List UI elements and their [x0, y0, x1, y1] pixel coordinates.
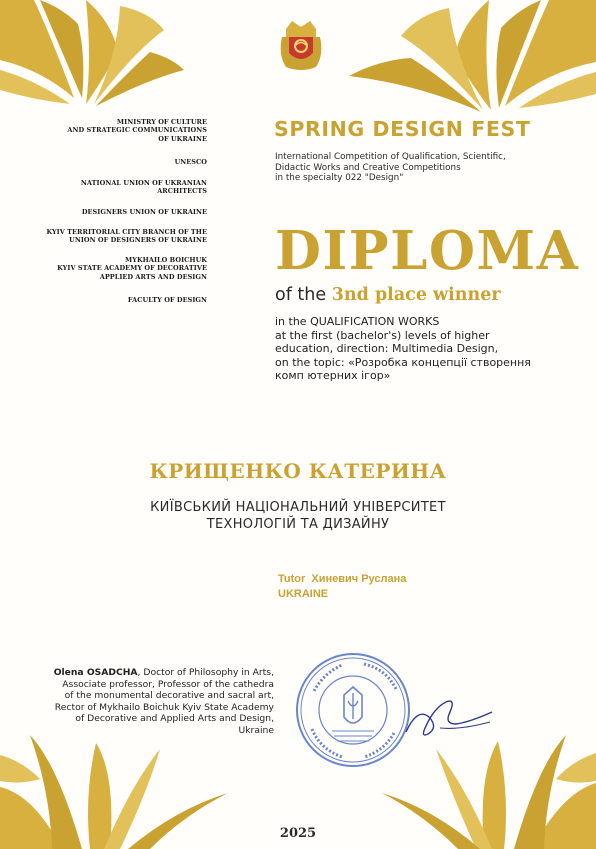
country: UKRAINE: [278, 588, 329, 600]
university-name: [0, 499, 596, 533]
org-kyiv-branch: KYIV TERRITORIAL CITY BRANCH OF THE UNION OF DESIGNERS OF UKRAINE: [46, 228, 207, 245]
place-prefix: of the: [275, 285, 332, 305]
work-line: комп ютерних ігор»: [275, 369, 391, 383]
event-title: SPRING DESIGN FEST: [274, 117, 531, 141]
subtitle-line: Didactic Works and Creative Competitions: [275, 162, 461, 173]
org-unesco: UNESCO: [174, 158, 207, 166]
year: 2025: [279, 826, 317, 841]
tutor-name: Tutor Хиневич Руслана: [278, 573, 407, 585]
signer-line: Rector of Mykhailo Boichuk Kyiv State Academy: [54, 701, 274, 713]
place-line: [275, 285, 501, 305]
signer-line: Ukraine: [238, 724, 274, 736]
org-architects-union: NATIONAL UNION OF UKRANIAN ARCHITECTS: [80, 179, 207, 196]
signer-line: of Decorative and Applied Arts and Design,: [75, 713, 274, 725]
top-right-leaf-ornament: [335, 0, 596, 115]
diploma-heading: DIPLOMA: [275, 220, 580, 282]
org-designers-union: DESIGNERS UNION OF UKRAINE: [81, 208, 207, 216]
signature: [400, 688, 495, 740]
signer-line: Associate professor, Professor of the cathedra: [62, 678, 274, 690]
work-line: at the first (bachelor's) levels of higher: [275, 328, 490, 342]
signer-name: Olena OSADCHA: [53, 667, 138, 678]
signer-title: , Doctor of Philosophy in Arts,: [137, 667, 274, 678]
org-faculty: FACULTY OF DESIGN: [127, 296, 207, 304]
work-description: [275, 315, 585, 383]
work-line: on the topic: «Розробка концепції створення: [275, 355, 531, 369]
university-line: КИЇВСЬКИЙ НАЦІОНАЛЬНИЙ УНІВЕРСИТЕТ: [150, 500, 446, 515]
org-boichuk-academy: MYKHAILO BOICHUK KYIV STATE ACADEMY OF DECORATIVE APPLIED ARTS AND DESIGN: [57, 256, 207, 281]
coat-of-arms-emblem: [276, 15, 326, 73]
place-text: 3nd place winner: [331, 285, 501, 305]
org-ministry: MINISTRY OF CULTURE AND STRATEGIC COMMUNICATIONS OF UKRAINE: [67, 118, 207, 143]
work-line: in the QUALIFICATION WORKS: [275, 315, 440, 328]
signer-line: of the monumental decorative and sacral art,: [64, 690, 274, 702]
university-line: ТЕХНОЛОГІЙ ТА ДИЗАЙНУ: [206, 517, 390, 532]
official-stamp: [294, 651, 412, 769]
winner-name: КРИЩЕНКО КАТЕРИНА: [149, 459, 447, 483]
top-left-leaf-ornament: [0, 0, 185, 110]
subtitle-line: in the specialty 022 "Design": [275, 173, 404, 184]
signer-block: [4, 667, 274, 737]
subtitle-line: International Competition of Qualification, Scientific,: [275, 152, 506, 162]
tutor-block: [278, 572, 406, 602]
work-line: education, direction: Multimedia Design,: [275, 342, 499, 356]
event-subtitle: [275, 152, 575, 184]
